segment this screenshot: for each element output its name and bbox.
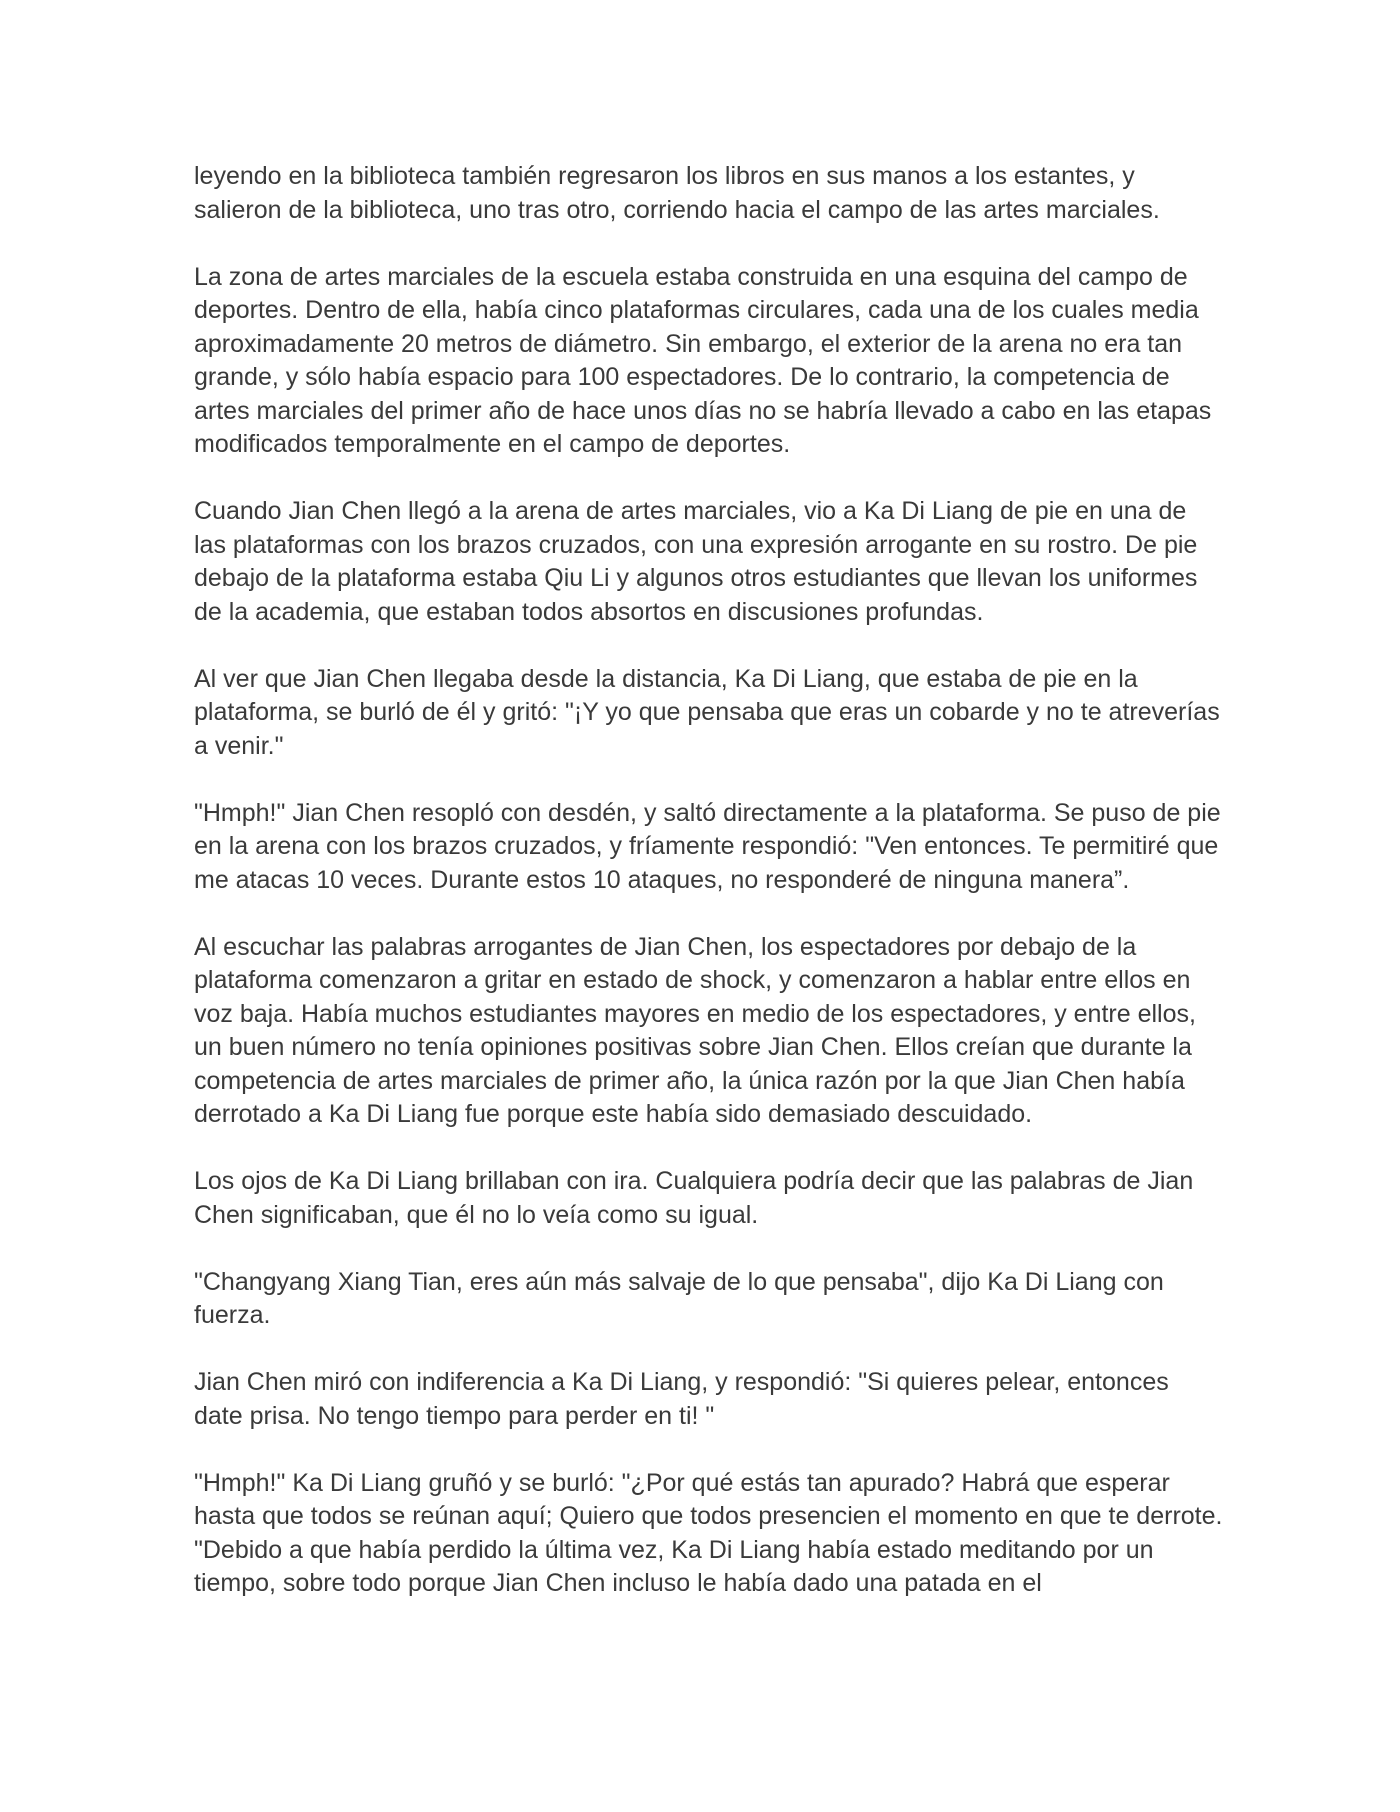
document-body (194, 160, 1224, 1634)
paragraph-1: leyendo en la biblioteca también regresaron los libros en sus manos a los estantes, y salieron de la biblioteca, uno tras otro, corriendo hacia el campo de las artes marciales. (194, 162, 1160, 224)
paragraph-8: "Changyang Xiang Tian, eres aún más salvaje de lo que pensaba", dijo Ka Di Liang con fuerza. (194, 1267, 1164, 1329)
paragraph-9: Jian Chen miró con indiferencia a Ka Di Liang, y respondió: "Si quieres pelear, entonces date prisa. No tengo tiempo para perder en ti! " (194, 1368, 1169, 1430)
paragraph-4: Al ver que Jian Chen llegaba desde la distancia, Ka Di Liang, que estaba de pie en la plataforma, se burló de él y gritó: "¡Y yo que pensaba que eras un cobarde y no te atreverías a venir." (194, 664, 1220, 760)
paragraph-2: La zona de artes marciales de la escuela estaba construida en una esquina del campo de deportes. Dentro de ella, había cinco plataformas circulares, cada una de los cuales media aproximadamente 20 metros de diámetro. Sin embargo, el exterior de la arena no era tan grande, y sólo había espacio para 100 espectadores. De lo contrario, la competencia de artes marciales del primer año de hace unos días no se habría llevado a cabo en las etapas modificados temporalmente en el campo de deportes. (194, 262, 1212, 458)
paragraph-3: Cuando Jian Chen llegó a la arena de artes marciales, vio a Ka Di Liang de pie en una de las plataformas con los brazos cruzados, con una expresión arrogante en su rostro. De pie debajo de la plataforma estaba Qiu Li y algunos otros estudiantes que llevan los uniformes de la academia, que estaban todos absortos en discusiones profundas. (194, 497, 1198, 626)
paragraph-5: "Hmph!" Jian Chen resopló con desdén, y saltó directamente a la plataforma. Se puso de pie en la arena con los brazos cruzados, y fríamente respondió: "Ven entonces. Te permitiré que me atacas 10 veces. Durante estos 10 ataques, no responderé de ninguna manera”. (194, 798, 1221, 894)
paragraph-6: Al escuchar las palabras arrogantes de Jian Chen, los espectadores por debajo de la plataforma comenzaron a gritar en estado de shock, y comenzaron a hablar entre ellos en voz baja. Había muchos estudiantes mayores en medio de los espectadores, y entre ellos, un buen número no tenía opiniones positivas sobre Jian Chen. Ellos creían que durante la competencia de artes marciales de primer año, la única razón por la que Jian Chen había derrotado a Ka Di Liang fue porque este había sido demasiado descuidado. (194, 932, 1196, 1128)
paragraph-10: "Hmph!" Ka Di Liang gruñó y se burló: "¿Por qué estás tan apurado? Habrá que esperar hasta que todos se reúnan aquí; Quiero que todos presencien el momento en que te derrote. "Debido a que había perdido la última vez, Ka Di Liang había estado meditando por un tiempo, sobre todo porque Jian Chen incluso le había dado una patada en el (194, 1468, 1223, 1597)
paragraph-7: Los ojos de Ka Di Liang brillaban con ira. Cualquiera podría decir que las palabras de Jian Chen significaban, que él no lo veía como su igual. (194, 1167, 1194, 1229)
